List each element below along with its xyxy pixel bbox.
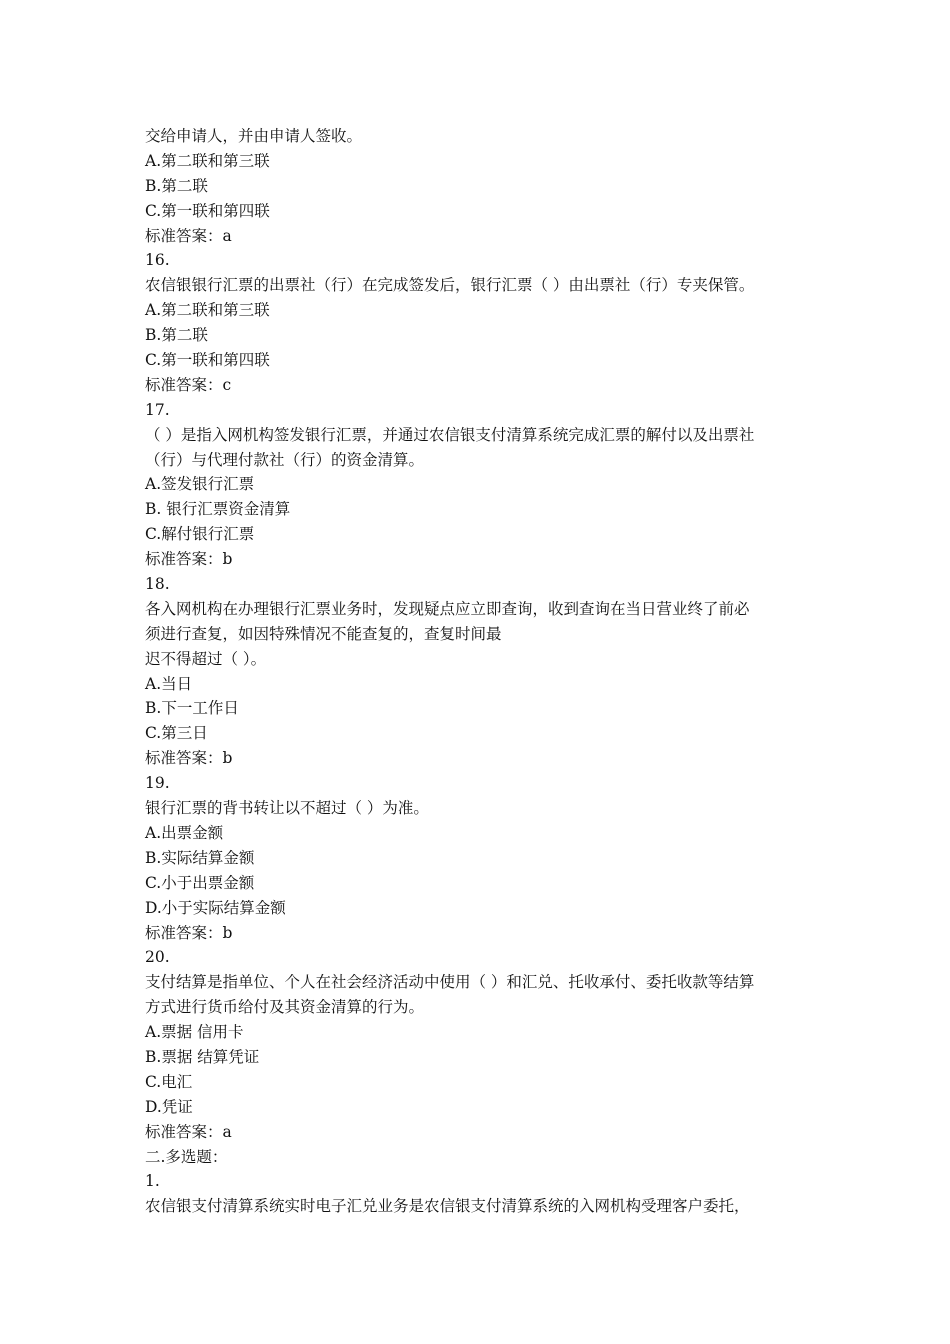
text-line: C.第一联和第四联 xyxy=(145,201,270,220)
text-line: B.第二联 xyxy=(145,176,208,195)
text-line: 农信银支付清算系统实时电子汇兑业务是农信银支付清算系统的入网机构受理客户委托， xyxy=(145,1197,750,1216)
text-line: 20. xyxy=(145,948,170,967)
text-line: 17. xyxy=(145,400,170,419)
text-line: C.电汇 xyxy=(145,1072,193,1091)
text-line: B.实际结算金额 xyxy=(145,848,255,867)
text-line: 交给申请人，并由申请人签收。 xyxy=(145,127,363,145)
text-line: 标准答案：a xyxy=(145,1122,232,1141)
text-line: 标准答案：b xyxy=(145,923,233,942)
text-line: A.签发银行汇票 xyxy=(145,475,255,494)
text-line: 18. xyxy=(145,575,170,594)
text-line: C.第三日 xyxy=(145,724,208,743)
text-line: A.票据 信用卡 xyxy=(145,1023,244,1042)
text-line: 支付结算是指单位、个人在社会经济活动中使用（ ）和汇兑、托收承付、委托收款等结算 xyxy=(145,973,755,992)
text-line: B.第二联 xyxy=(145,326,208,345)
text-line: 19. xyxy=(145,774,170,793)
text-line: 标准答案：a xyxy=(145,226,232,245)
text-line: A.当日 xyxy=(145,674,193,693)
text-line: 16. xyxy=(145,251,170,270)
text-line: A.出票金额 xyxy=(145,823,224,842)
text-line: 银行汇票的背书转让以不超过（ ）为准。 xyxy=(145,799,429,818)
text-line: 农信银银行汇票的出票社（行）在完成签发后，银行汇票（ ）由出票社（行）专夹保管。 xyxy=(145,276,755,295)
text-line: （行）与代理付款社（行）的资金清算。 xyxy=(145,450,425,469)
text-line: 标准答案：b xyxy=(145,749,233,768)
text-line: C.解付银行汇票 xyxy=(145,525,255,544)
text-line: D.小于实际结算金额 xyxy=(145,898,286,917)
text-line: （ ）是指入网机构签发银行汇票，并通过农信银支付清算系统完成汇票的解付以及出票社 xyxy=(145,425,755,444)
text-line: C.第一联和第四联 xyxy=(145,351,270,370)
text-line: C.小于出票金额 xyxy=(145,873,255,892)
text-line: B. 银行汇票资金清算 xyxy=(145,500,291,519)
text-line: D.凭证 xyxy=(145,1097,193,1116)
text-line: A.第二联和第三联 xyxy=(145,301,270,320)
text-line: B.下一工作日 xyxy=(145,699,239,718)
text-line: 须进行查复，如因特殊情况不能查复的，查复时间最 xyxy=(145,624,502,643)
document-body xyxy=(145,124,815,1219)
text-line: 标准答案：b xyxy=(145,550,233,569)
text-line: 迟不得超过（ ）。 xyxy=(145,649,267,668)
text-line: A.第二联和第三联 xyxy=(145,151,270,170)
text-line: 各入网机构在办理银行汇票业务时，发现疑点应立即查询，收到查询在当日营业终了前必 xyxy=(145,599,750,618)
text-line: 标准答案：c xyxy=(145,375,232,394)
text-line: 1. xyxy=(145,1172,160,1191)
text-line: B.票据 结算凭证 xyxy=(145,1047,260,1066)
text-line: 二.多选题： xyxy=(145,1147,228,1166)
text-line: 方式进行货币给付及其资金清算的行为。 xyxy=(145,998,425,1017)
